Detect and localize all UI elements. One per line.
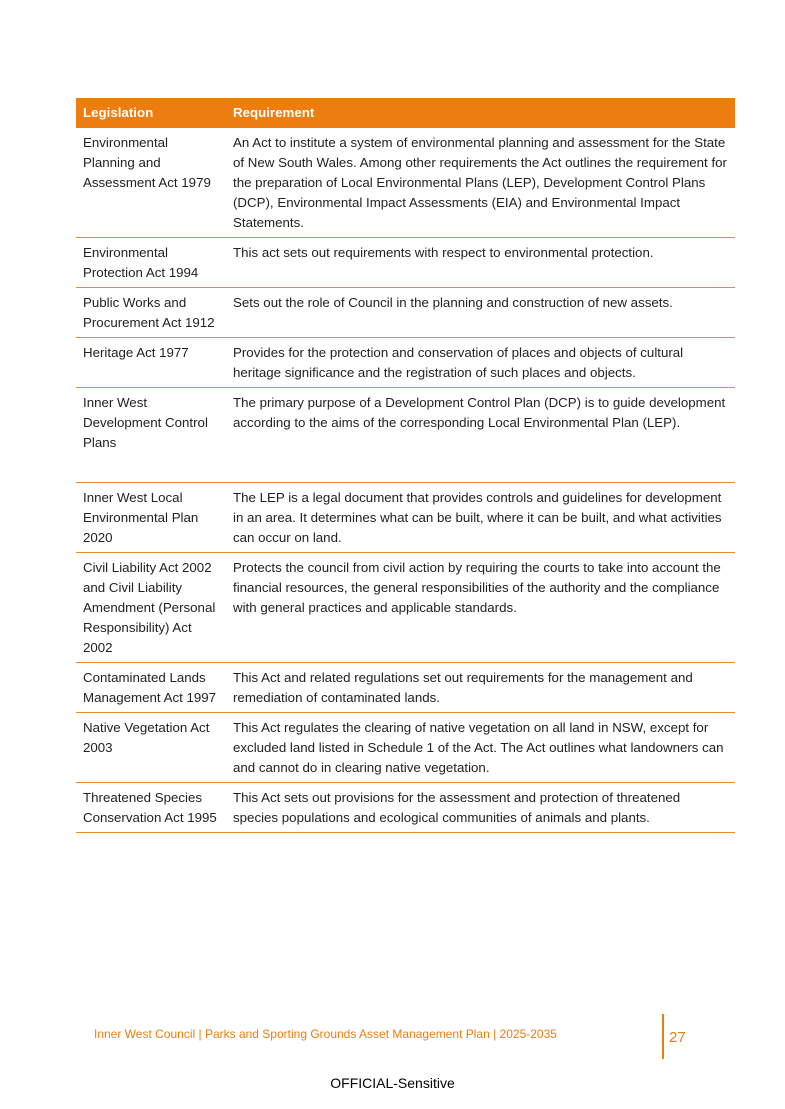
table-row [76, 288, 735, 338]
classification-label: OFFICIAL-Sensitive [330, 1075, 455, 1091]
requirement-cell: This act sets out requirements with respect to environmental protection. [226, 238, 735, 288]
table-header-row [76, 98, 735, 128]
requirement-cell: Provides for the protection and conservation of places and objects of cultural heritage significance and the registration of such places and objects. [226, 338, 735, 388]
footer-title: Inner West Council | Parks and Sporting Grounds Asset Management Plan | 2025-2035 [94, 1027, 557, 1041]
table-row [76, 388, 735, 483]
legislation-cell: Heritage Act 1977 [76, 338, 226, 388]
legislation-cell: Contaminated Lands Management Act 1997 [76, 663, 226, 713]
page-number: 27 [669, 1029, 686, 1046]
table-row [76, 338, 735, 388]
header-legislation: Legislation [76, 98, 226, 128]
header-requirement: Requirement [226, 98, 735, 128]
table-row [76, 238, 735, 288]
legislation-cell: Environmental Planning and Assessment Act 1979 [76, 128, 226, 238]
legislation-cell: Environmental Protection Act 1994 [76, 238, 226, 288]
legislation-table [76, 98, 735, 833]
table-row [76, 713, 735, 783]
table-row [76, 783, 735, 833]
requirement-cell: This Act sets out provisions for the assessment and protection of threatened species populations and ecological communities of animals and plants. [226, 783, 735, 833]
legislation-cell: Threatened Species Conservation Act 1995 [76, 783, 226, 833]
table-row [76, 128, 735, 238]
table-row [76, 553, 735, 663]
legislation-cell: Public Works and Procurement Act 1912 [76, 288, 226, 338]
requirement-cell: This Act regulates the clearing of native vegetation on all land in NSW, except for excluded land listed in Schedule 1 of the Act. The Act outlines what landowners can and cannot do in clearing native vegetation. [226, 713, 735, 783]
legislation-cell: Native Vegetation Act 2003 [76, 713, 226, 783]
requirement-cell: This Act and related regulations set out requirements for the management and remediation of contaminated lands. [226, 663, 735, 713]
requirement-cell: An Act to institute a system of environmental planning and assessment for the State of New South Wales. Among other requirements the Act outlines the requirement for the preparation of Local Environmental Plans (LEP), Development Control Plans (DCP), Environmental Impact Assessments (EIA) and Environmental Impact Statements. [226, 128, 735, 238]
requirement-cell: The LEP is a legal document that provides controls and guidelines for development in an area. It determines what can be built, where it can be built, and what activities can occur on land. [226, 483, 735, 553]
footer-divider [662, 1014, 664, 1059]
requirement-cell: Sets out the role of Council in the planning and construction of new assets. [226, 288, 735, 338]
requirement-cell: The primary purpose of a Development Control Plan (DCP) is to guide development according to the aims of the corresponding Local Environmental Plan (LEP). [226, 388, 735, 483]
legislation-cell: Inner West Local Environmental Plan 2020 [76, 483, 226, 553]
table-row [76, 483, 735, 553]
legislation-cell: Inner West Development Control Plans [76, 388, 226, 483]
legislation-cell: Civil Liability Act 2002 and Civil Liability Amendment (Personal Responsibility) Act 2002 [76, 553, 226, 663]
requirement-cell: Protects the council from civil action by requiring the courts to take into account the financial resources, the general responsibilities of the authority and the compliance with general practices and applicable standards. [226, 553, 735, 663]
table-row [76, 663, 735, 713]
